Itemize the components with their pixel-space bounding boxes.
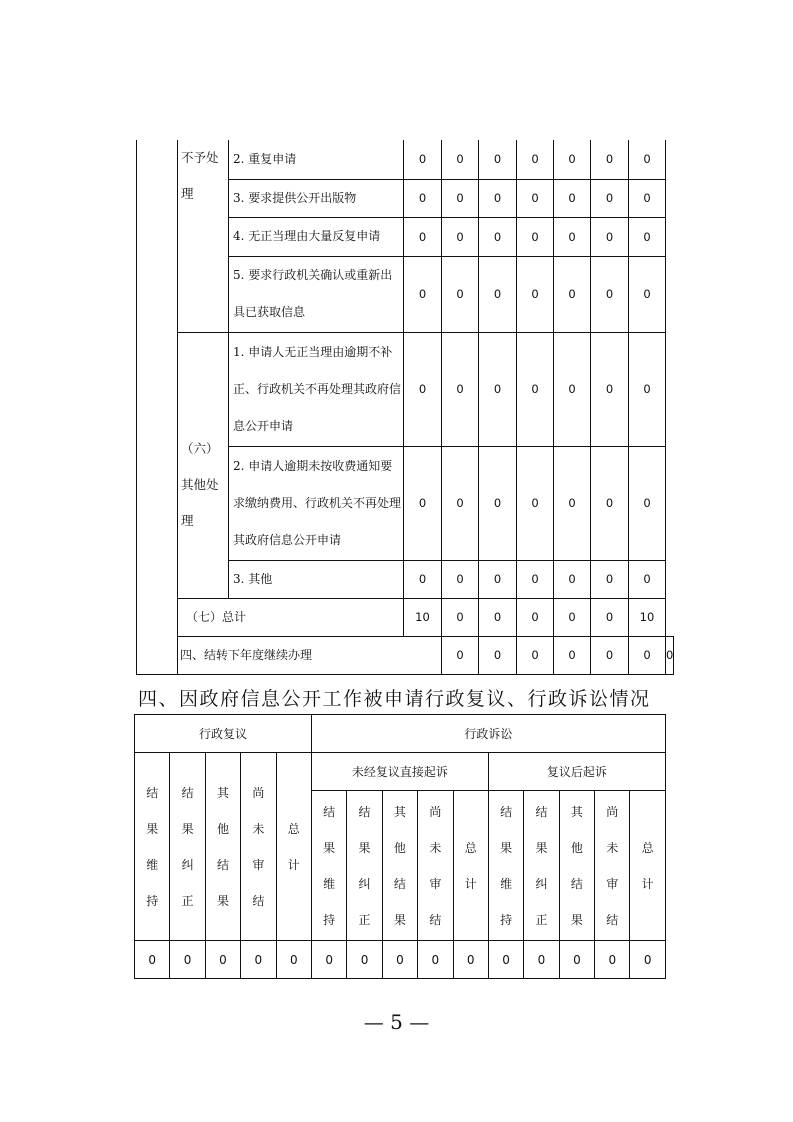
cell: 10 [629,598,666,636]
cell: 0 [347,941,382,979]
cell: 0 [517,560,554,598]
cell: 0 [630,941,665,979]
header-result-corrected: 结果纠正 [170,753,205,941]
header-total: 总计 [453,791,488,941]
cell: 0 [591,446,629,560]
cell: 0 [442,598,479,636]
cell: 0 [311,941,346,979]
cell: 0 [629,179,666,217]
header-pending: 尚未审结 [595,791,630,941]
cell: 0 [479,598,517,636]
cell: 0 [517,140,554,179]
row-label: 2. 申请人逾期未按收费通知要求缴纳费用、行政机关不再处理其政府信息公开申请 [229,446,404,560]
cell: 0 [404,332,442,446]
cell: 0 [524,941,559,979]
cell: 0 [629,560,666,598]
cell: 0 [404,560,442,598]
cell: 0 [442,179,479,217]
cell: 0 [554,140,591,179]
cell: 0 [517,217,554,256]
cell: 0 [382,941,417,979]
header-pending: 尚未审结 [241,753,276,941]
cell: 0 [479,332,517,446]
cell: 0 [404,217,442,256]
header-result-maintained: 结果维持 [135,753,170,941]
header-other-result: 其他结果 [205,753,240,941]
total-label: （七）总计 [178,598,404,636]
row-label: 4. 无正当理由大量反复申请 [229,217,404,256]
header-admin-review: 行政复议 [135,715,312,753]
cell: 0 [276,941,311,979]
cell: 0 [442,560,479,598]
cell: 0 [517,179,554,217]
cell: 0 [205,941,240,979]
header-row [135,715,666,753]
cell: 0 [479,217,517,256]
cell: 0 [666,636,674,674]
header-result-maintained: 结果维持 [488,791,523,941]
cell: 0 [442,636,479,674]
cell: 0 [517,256,554,332]
header-pending: 尚未审结 [418,791,453,941]
header-direct-litigation: 未经复议直接起诉 [311,753,488,791]
cell: 0 [554,217,591,256]
cell: 0 [453,941,488,979]
cell: 0 [442,332,479,446]
review-litigation-table [134,714,666,979]
cell: 0 [241,941,276,979]
cell: 0 [442,256,479,332]
cell: 0 [404,446,442,560]
header-result-corrected: 结果纠正 [524,791,559,941]
cell: 0 [629,446,666,560]
row-label: 2. 重复申请 [229,140,404,179]
carry-over-row [137,636,674,674]
table-row [137,332,674,446]
cell: 0 [629,140,666,179]
outer-left-cell [137,140,178,674]
cell: 0 [554,636,591,674]
cell: 0 [479,446,517,560]
cell: 10 [404,598,442,636]
table-row [137,140,674,179]
header-total: 总计 [276,753,311,941]
cell: 0 [517,446,554,560]
cell: 0 [170,941,205,979]
row-label: 5. 要求行政机关确认或重新出具已获取信息 [229,256,404,332]
cell: 0 [559,941,594,979]
row-label: 3. 要求提供公开出版物 [229,179,404,217]
cell: 0 [442,140,479,179]
header-result-corrected: 结果纠正 [347,791,382,941]
section-title: 四、因政府信息公开工作被申请行政复议、行政诉讼情况 [138,688,651,710]
cell: 0 [591,179,629,217]
category-other-process: （六）其他处理 [178,332,229,598]
header-result-maintained: 结果维持 [311,791,346,941]
cell: 0 [488,941,523,979]
cell: 0 [554,598,591,636]
upper-statistics-table [136,140,674,675]
cell: 0 [479,256,517,332]
cell: 0 [554,446,591,560]
cell: 0 [479,140,517,179]
cell: 0 [554,560,591,598]
cell: 0 [591,140,629,179]
cell: 0 [479,560,517,598]
cell: 0 [629,636,666,674]
cell: 0 [404,256,442,332]
cell: 0 [404,140,442,179]
row-label: 1. 申请人无正当理由逾期不补正、行政机关不再处理其政府信息公开申请 [229,332,404,446]
cell: 0 [591,332,629,446]
cell: 0 [554,256,591,332]
header-after-review-litigation: 复议后起诉 [488,753,665,791]
header-row [135,753,666,791]
total-row [137,598,674,636]
cell: 0 [418,941,453,979]
row-label: 3. 其他 [229,560,404,598]
cell: 0 [591,560,629,598]
cell: 0 [135,941,170,979]
cell: 0 [442,217,479,256]
cell: 0 [629,256,666,332]
cell: 0 [591,598,629,636]
cell: 0 [554,179,591,217]
cell: 0 [629,332,666,446]
cell: 0 [404,179,442,217]
carry-over-label: 四、结转下年度继续办理 [178,636,442,674]
cell: 0 [591,636,629,674]
header-other-result: 其他结果 [382,791,417,941]
cell: 0 [554,332,591,446]
header-other-result: 其他结果 [559,791,594,941]
category-no-process: 不予处理 [178,140,229,332]
header-admin-litigation: 行政诉讼 [311,715,665,753]
table-row [135,941,666,979]
cell: 0 [442,446,479,560]
cell: 0 [517,598,554,636]
header-total: 总计 [630,791,665,941]
cell: 0 [479,179,517,217]
cell: 0 [517,332,554,446]
page-number: — 5 — [363,1010,430,1034]
cell: 0 [591,256,629,332]
cell: 0 [479,636,517,674]
cell: 0 [629,217,666,256]
cell: 0 [517,636,554,674]
cell: 0 [595,941,630,979]
cell: 0 [591,217,629,256]
